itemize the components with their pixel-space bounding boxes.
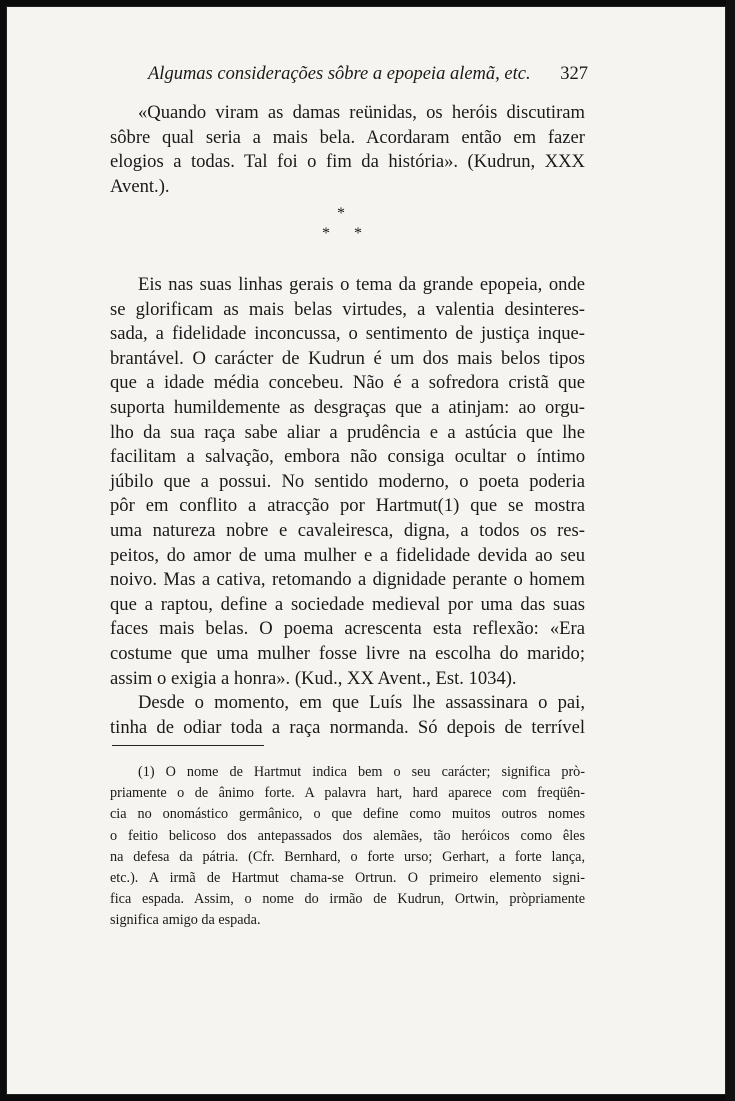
footnote-line: fica espada. Assim, o nome do irmão de Kudrun, Ortwin, pròpriamente (110, 891, 585, 908)
scan-edge (726, 0, 735, 1101)
running-header (148, 64, 588, 85)
text-line: uma natureza nobre e cavaleiresca, digna, a todos os res- (110, 519, 585, 541)
footnote-rule (112, 745, 264, 746)
text-line: faces mais belas. O poema acrescenta esta reflexão: «Era (110, 618, 585, 640)
text-line: elogios a todas. Tal foi o fim da história». (Kudrun, XXX (110, 151, 585, 173)
text-line: pôr em conflito a atracção por Hartmut(1) que se mostra (110, 495, 585, 517)
footnote-line: (1) O nome de Hartmut indica bem o seu carácter; significa prò- (138, 764, 585, 780)
text-line: se glorificam as mais belas virtudes, a valentia desinteres- (110, 298, 585, 320)
text-line: Desde o momento, em que Luís lhe assassinara o pai, (138, 692, 585, 714)
asterism (300, 203, 380, 243)
running-title: Algumas considerações sôbre a epopeia alemã, etc. (148, 64, 531, 84)
text-line: noivo. Mas a cativa, retomando a dignidade perante o homem (110, 569, 585, 591)
text-line: suporta humildemente as desgraças que a atinjam: ao orgu- (110, 396, 585, 418)
quote-paragraph (110, 101, 585, 199)
text-line: Avent.). (110, 175, 170, 197)
footnote-line: o feitio belicoso dos antepassados dos alemães, tão heróicos como êles (110, 827, 585, 844)
text-line: que a idade média concebeu. Não é a sofredora cristã que (110, 372, 585, 394)
footnote-line: significa amigo da espada. (110, 912, 261, 929)
footnote-line: na defesa da pátria. (Cfr. Bernhard, o forte urso; Gerhart, a forte lança, (110, 848, 585, 865)
text-line: sada, a fidelidade inconcussa, o sentimento de justiça inque- (110, 323, 585, 345)
footnote-line: etc.). A irmã de Hartmut chama-se Ortrun. O primeiro elemento signi- (110, 869, 585, 886)
text-line: sôbre qual seria a mais bela. Acordaram então em fazer (110, 126, 585, 148)
footnote (110, 762, 585, 932)
text-line: júbilo que a possui. No sentido moderno, o poeta poderia (110, 470, 585, 492)
asterism-star: * (354, 225, 362, 242)
footnote-line: cia no onomástico germânico, o que define como muitos outros nomes (110, 806, 585, 823)
text-line: peitos, do amor de uma mulher e a fidelidade devida ao seu (110, 544, 585, 566)
text-line: facilitam a salvação, embora não consiga ocultar o íntimo (110, 446, 585, 468)
text-line: «Quando viram as damas reünidas, os heróis discutiram (138, 102, 585, 123)
text-line: brantável. O carácter de Kudrun é um dos mais belos tipos (110, 347, 585, 369)
text-line: Eis nas suas linhas gerais o tema da grande epopeia, onde (138, 274, 585, 295)
text-line: assim o exigia a honra». (Kud., XX Avent., Est. 1034). (110, 667, 517, 689)
asterism-star: * (337, 205, 345, 222)
page-number: 327 (560, 64, 588, 84)
text-line: lho da sua raça sabe aliar a prudência e a astúcia que lhe (110, 421, 585, 443)
asterism-star: * (322, 225, 330, 242)
main-paragraph (110, 273, 585, 740)
text-line: que a raptou, define a sociedade medieval por uma das suas (110, 593, 585, 615)
text-line: costume que uma mulher fosse livre na escolha do marido; (110, 642, 585, 664)
footnote-line: priamente o de ânimo forte. A palavra hart, hard aparece com freqüên- (110, 785, 585, 802)
text-line: tinha de odiar toda a raça normanda. Só depois de terrível (110, 716, 585, 738)
